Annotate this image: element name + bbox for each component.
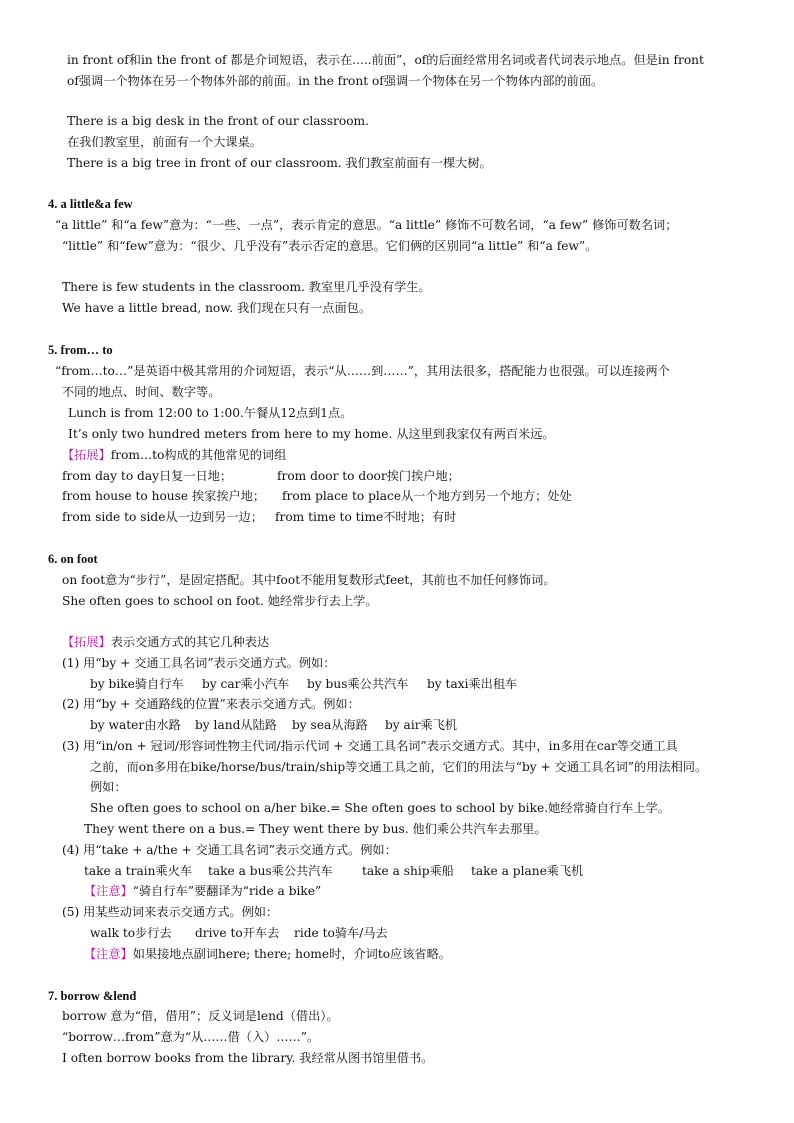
extension-text: from…to构成的其他常见的词组 [110, 448, 287, 462]
item-5-example-b: drive to开车去 [195, 926, 280, 940]
item-1-example-d: by taxi乘出租车 [427, 677, 518, 691]
item-3-example-1: She often goes to school on a/her bike.= She often goes to school by bike.她经常骑自行车上学。 [90, 801, 670, 815]
item-2-example-b: by land从陆路 [195, 718, 277, 732]
section-4-line-2: “little” 和“few”意为：“很少、几乎没有”表示否定的意思。它们俩的区别同“a little” 和“a few”。 [62, 239, 598, 253]
item-1: (1) 用“by + 交通工具名词”表示交通方式。例如： [62, 656, 336, 670]
section-4-example-1: There is few students in the classroom. 教室里几乎没有学生。 [62, 280, 431, 294]
note-text: 如果接地点副词here; there; home时，介词to应该省略。 [132, 947, 451, 961]
section-5-heading: 5. from… to [48, 343, 113, 357]
item-5: (5) 用某些动词来表示交通方式。例如： [62, 905, 279, 919]
note-tag: 【注意】 [84, 947, 133, 961]
section-5-example-1: Lunch is from 12:00 to 1:00.午餐从12点到1点。 [68, 406, 353, 420]
intro-example-1-cn: 在我们教室里，前面有一个大课桌。 [67, 135, 262, 149]
intro-example-2: There is a big tree in front of our classroom. 我们教室前面有一棵大树。 [67, 156, 492, 170]
section-6-line-1: on foot意为“步行”，是固定搭配。其中foot不能用复数形式feet，其前也不加任何修饰词。 [62, 573, 556, 587]
section-6-extension [62, 633, 269, 651]
section-7-line-2: “borrow…from”意为“从……借（入）……”。 [62, 1030, 320, 1044]
item-2: (2) 用“by + 交通路线的位置”来表示交通方式。例如： [62, 697, 360, 711]
extension-text: 表示交通方式的其它几种表达 [110, 635, 270, 649]
section-5-example-2: It’s only two hundred meters from here to my home. 从这里到我家仅有两百米远。 [68, 427, 555, 441]
phrase-3a: from side to side从一边到另一边； [62, 510, 263, 524]
section-6-heading: 6. on foot [48, 552, 98, 566]
item-2-example-a: by water由水路 [90, 718, 181, 732]
intro-line-2: of强调一个物体在另一个物体外部的前面。in the front of强调一个物体在另一个物体内部的前面。 [67, 74, 604, 88]
note-tag: 【注意】 [84, 884, 133, 898]
item-1-example-b: by car乘小汽车 [202, 677, 290, 691]
section-5-line-2: 不同的地点、时间、数字等。 [62, 385, 221, 399]
phrase-1a: from day to day日复一日地； [62, 469, 233, 483]
section-7-line-3: I often borrow books from the library. 我经常从图书馆里借书。 [62, 1051, 434, 1065]
note-2 [84, 945, 451, 963]
item-3-line-2: 之前，而on多用在bike/horse/bus/train/ship等交通工具之前，它们的用法与“by + 交通工具名词”的用法相同。 [90, 760, 708, 774]
item-3: (3) 用“in/on + 冠词/形容词性物主代词/指示代词 + 交通工具名词”表示交通方式。其中，in多用在car等交通工具 [62, 739, 678, 753]
section-5-line-1: “from…to…”是英语中极其常用的介词短语，表示“从……到……”，其用法很多，搭配能力也很强。可以连接两个 [55, 364, 670, 378]
section-4-example-2: We have a little bread, now. 我们现在只有一点面包。 [62, 301, 372, 315]
phrase-1b: from door to door挨门挨户地； [277, 469, 460, 483]
section-5-extension [62, 446, 286, 464]
section-7-line-1: borrow 意为“借，借用”；反义词是lend（借出）。 [62, 1009, 339, 1023]
item-5-example-c: ride to骑车/马去 [294, 926, 388, 940]
phrase-3b: from time to time不时地；有时 [275, 510, 457, 524]
item-2-example-c: by sea从海路 [292, 718, 368, 732]
note-text: “骑自行车”要翻译为“ride a bike” [132, 884, 322, 898]
intro-example-1-en: There is a big desk in the front of our classroom. [67, 114, 369, 128]
item-4-example-d: take a plane乘飞机 [471, 864, 584, 878]
phrase-2a: from house to house 挨家挨户地； [62, 489, 266, 503]
section-4-line-1: “a little” 和“a few”意为：“一些、一点”，表示肯定的意思。“a little” 修饰不可数名词，“a few” 修饰可数名词； [55, 218, 678, 232]
item-3-example-2: They went there on a bus.= They went there by bus. 他们乘公共汽车去那里。 [84, 822, 547, 836]
item-3-line-3: 例如： [90, 780, 127, 794]
note-1 [84, 882, 321, 900]
section-4-heading: 4. a little&a few [48, 197, 133, 211]
section-6-line-2: She often goes to school on foot. 她经常步行去上学。 [62, 594, 378, 608]
extension-tag: 【拓展】 [62, 448, 111, 462]
item-2-example-d: by air乘飞机 [385, 718, 458, 732]
item-4-example-a: take a train乘火车 [84, 864, 193, 878]
item-4: (4) 用“take + a/the + 交通工具名词”表示交通方式。例如： [62, 843, 397, 857]
section-7-heading: 7. borrow &lend [48, 989, 137, 1003]
item-1-example-c: by bus乘公共汽车 [307, 677, 409, 691]
extension-tag: 【拓展】 [62, 635, 111, 649]
item-4-example-c: take a ship乘船 [362, 864, 454, 878]
phrase-2b: from place to place从一个地方到另一个地方；处处 [282, 489, 572, 503]
item-1-example-a: by bike骑自行车 [90, 677, 184, 691]
item-5-example-a: walk to步行去 [90, 926, 172, 940]
intro-line-1: in front of和in the front of 都是介词短语，表示在.....前面”，of的后面经常用名词或者代词表示地点。但是in front [67, 53, 704, 67]
item-4-example-b: take a bus乘公共汽车 [208, 864, 333, 878]
